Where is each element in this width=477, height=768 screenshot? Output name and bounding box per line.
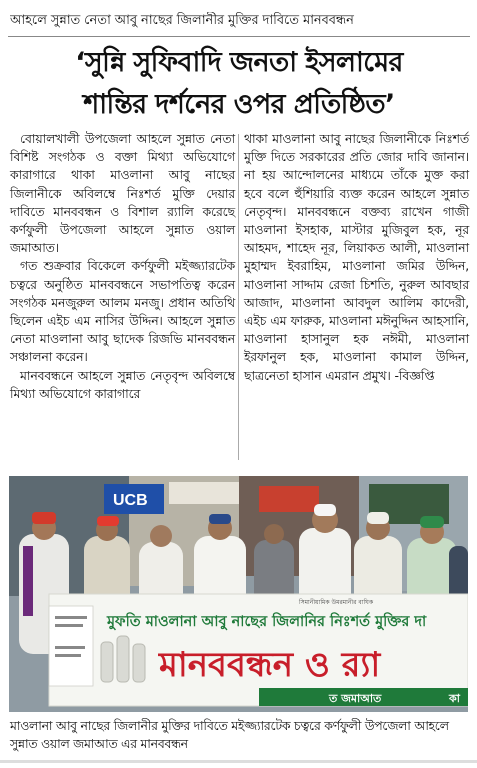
- rally-photo-illustration: [9, 476, 468, 712]
- headline-line-1: ‘সুন্নি সুফিবাদি জনতা ইসলামের: [75, 47, 403, 78]
- banner-top-text: মুফতি মাওলানা আবু নাছের জিলানির নিঃশর্ত মুক্তির দা: [107, 614, 427, 630]
- banner-bottom-text: ত জমাআত: [329, 692, 382, 705]
- kicker-divider: [8, 36, 470, 37]
- banner-corner-text: কা: [449, 692, 460, 705]
- body-paragraph: বোয়ালখালী উপজেলা আহলে সুন্নাত নেতা বিশিষ্ট সংগঠক ও বক্তা মিথ্যা অভিযোগে কারাগারে থাকা মাওলানা আবু নাছের জিলানীকে অবিলম্বে নিঃশর্ত মুক্তি দেয়ার দাবিতে মানববন্ধন ও বিশাল র‌্যালি করেছে কর্ণফুলী উপজেলা আহলে সুন্নাত ওয়াল জমাআত।: [10, 131, 235, 256]
- article-body-left-column: [10, 130, 235, 403]
- page-bottom-rule: [0, 760, 477, 763]
- column-divider: [238, 134, 239, 460]
- body-paragraph: মানববন্ধনে আহলে সুন্নাত নেতৃবৃন্দ অবিলম্বে মিথ্যা অভিযোগে কারাগারে: [10, 367, 235, 401]
- banner-small-text: সিমানীয়ামিক উমরমানীর বাঘিক: [299, 599, 374, 606]
- photo-caption: মাওলানা আবু নাছের জিলানীর মুক্তির দাবিতে মইজ্জ্যারটেক চত্বরে কর্ণফুলী উপজেলা আহলে সুন্নাত ওয়াল জমাআত এর মানববন্ধন: [10, 719, 449, 751]
- article-kicker: আহলে সুন্নাত নেতা আবু নাছের জিলানীর মুক্তির দাবিতে মানববন্ধন: [10, 13, 354, 28]
- body-paragraph: গত শুক্রবার বিকেলে কর্ণফুলী মইজ্জ্যারটেক চত্বরে অনুষ্ঠিত মানববন্ধনে সভাপতিত্ব করেন সংগঠক মনজুরুল আলম মনজু। প্রধান অতিথি ছিলেন এইচ এম নাসির উদ্দিন। আহলে সুন্নাত নেতা মাওলানা আবু ছাদেক রিজভি মানববন্ধন সঞ্চালনা করেন।: [10, 258, 235, 365]
- banner-main-text: মানববন্ধন ও র‌্যা: [159, 645, 381, 685]
- headline-line-2: শান্তির দর্শনের ওপর প্রতিষ্ঠিত’: [83, 89, 395, 120]
- article-body-right-column: [244, 130, 469, 385]
- body-paragraph: থাকা মাওলানা আবু নাছের জিলানীকে নিঃশর্ত মুক্তি দিতে সরকারের প্রতি জোর দাবি জানান। না হয় আন্দোলনের মাধ্যমে তাঁকে মুক্ত করা হবে বলে হুঁশিয়ারি ব্যক্ত করেন আহলে সুন্নাত নেতৃবৃন্দ। মানববন্ধনে বক্তব্য রাখেন গাজী মাওলানা ইসহাক, মাস্টার মুজিবুল হক, নূর আহমদ, শাহেদ নূর, লিয়াকত আলী, মাওলানা মুহাম্মদ ইবরাহিম, মাওলানা জমির উদ্দিন, মাওলানা সাদ্দাম রেজা চিশতি, নুরুল আবছার আজাদ, মাওলানা আবদুল আলিম কাদেরী, এইচ এম ফারুক, মাওলানা মঈনুদ্দিন আহসানি, মাওলানা হাসানুল হক নঈমী, মাওলানা ইরফানুল হক, মাওলানা কামাল উদ্দিন, ছাত্রনেতা হাসান এমরান প্রমুখ। -বিজ্ঞপ্তি: [244, 131, 469, 383]
- article-headline: [8, 42, 470, 126]
- shop-sign: UCB: [113, 492, 148, 509]
- article-photo: [9, 476, 468, 712]
